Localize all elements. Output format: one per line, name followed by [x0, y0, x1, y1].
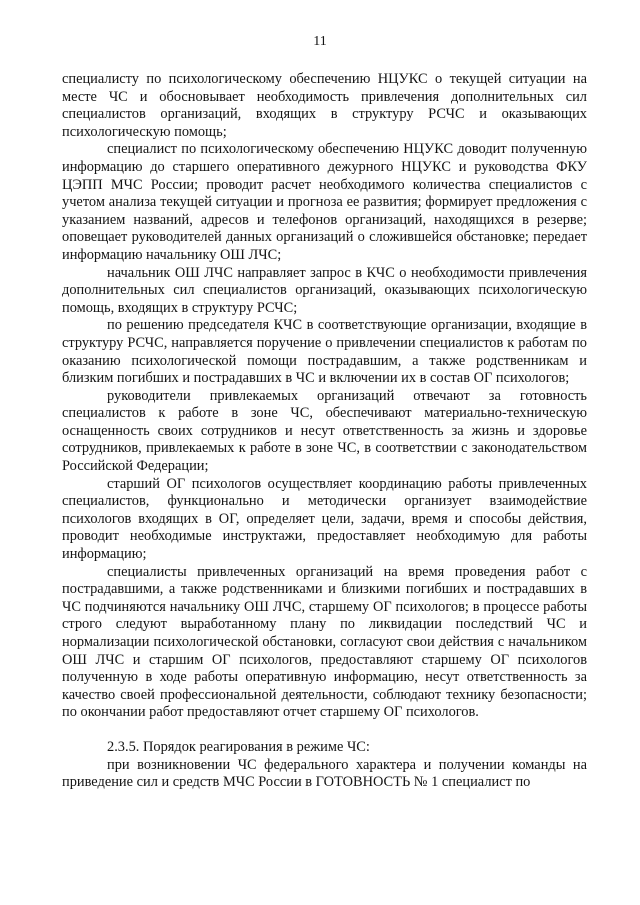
paragraph-senior-og: старший ОГ психологов осуществляет координацию работы привлеченных специалистов, функционально и методически организует взаимодействие психологов входящих в ОГ, определяет цели, задачи, время и способы действия, проводит необходимые инструктажи, предоставляет необходимую для работы информацию;: [62, 475, 587, 563]
paragraph-osh-chief: начальник ОШ ЛЧС направляет запрос в КЧС о необходимости привлечения дополнительных сил специалистов организаций, оказывающих психологическую помощь, входящих в структуру РСЧС;: [62, 264, 587, 316]
paragraph-ncuks-specialist: специалист по психологическому обеспечению НЦУКС доводит полученную информацию до старшего оперативного дежурного НЦУКС и руководства ФКУ ЦЭПП МЧС России; проводит расчет необходимого количества специалистов с учетом анализа текущей ситуации и прогноза ее развития; формирует предложения с указанием названий, адресов и телефонов организаций, находящихся в резерве; оповещает руководителей данных организаций о сложившейся обстановке; передает информацию начальнику ОШ ЛЧС;: [62, 141, 587, 263]
page-number: 11: [313, 34, 327, 49]
paragraph-kchs-decision: по решению председателя КЧС в соответствующие организации, входящие в структуру РСЧС, направляется поручение о привлечении специалистов к работам по оказанию психологической помощи пострадавшим, а также родственникам и близким погибших и пострадавших в ЧС и включении их в состав ОГ психологов;: [62, 317, 587, 387]
paragraph-organization-heads: руководители привлекаемых организаций отвечают за готовность специалистов к работе в зоне ЧС, обеспечивают материально-техническую оснащенность своих сотрудников и несут ответственность за жизнь и здоровье сотрудников, привлекаемых к работе в зоне ЧС, в соответствии с законодательством Российской Федерации;: [62, 387, 587, 475]
body-text: [62, 71, 587, 792]
paragraph-federal-emergency: при возникновении ЧС федерального характера и получении команды на приведение сил и средств МЧС России в ГОТОВНОСТЬ № 1 специалист по: [62, 756, 587, 791]
paragraph-continuation: специалисту по психологическому обеспечению НЦУКС о текущей ситуации на месте ЧС и обосновывает необходимость привлечения дополнительных сил специалистов организаций, входящих в структуру РСЧС и оказывающих психологическую помощь;: [62, 71, 587, 140]
section-heading-2-3-5: 2.3.5. Порядок реагирования в режиме ЧС:: [107, 738, 370, 755]
paragraph-engaged-specialists: специалисты привлеченных организаций на время проведения работ с пострадавшими, а также родственниками и близкими погибших и пострадавших в ЧС подчиняются начальнику ОШ ЛЧС, старшему ОГ психологов; в процессе работы строго следуют выработанному плану по ликвидации последствий ЧС и нормализации психологической обстановки, согласуют свои действия с начальником ОШ ЛЧС и старшим ОГ психологов, предоставляют старшему ОГ психологов полученную в ходе работы оперативную информацию, несут ответственность за качество своей профессиональной деятельности, соблюдают технику безопасности; по окончании работ предоставляют отчет старшему ОГ психологов.: [62, 563, 587, 721]
